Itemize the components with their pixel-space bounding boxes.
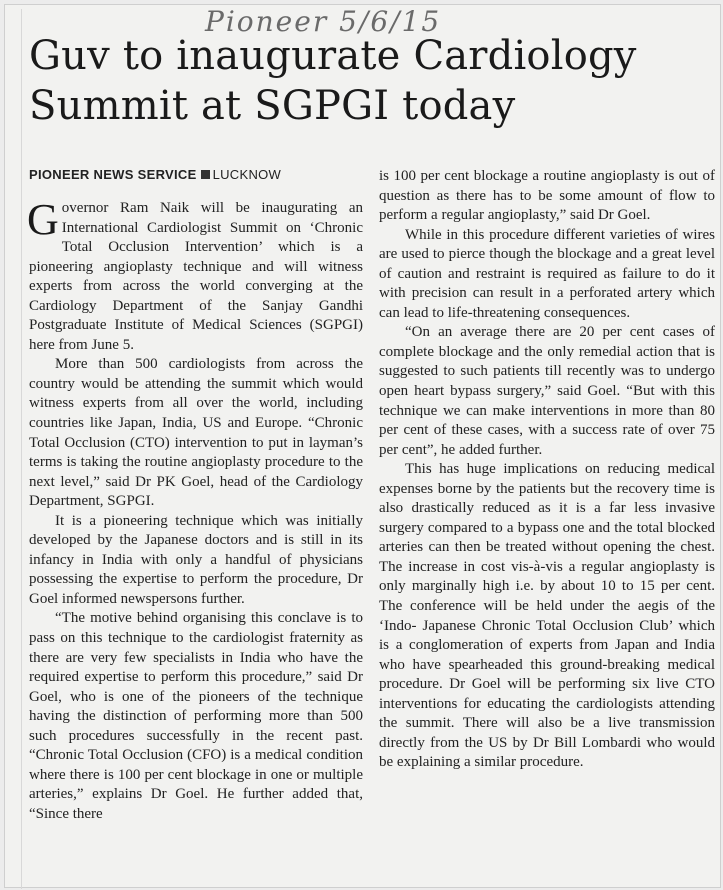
byline-location: LUCKNOW bbox=[212, 167, 282, 182]
headline bbox=[29, 31, 719, 131]
byline bbox=[29, 167, 281, 182]
headline-line-1: Guv to inaugurate Cardiology bbox=[29, 33, 637, 79]
paragraph-2: More than 500 cardiologists from across the country would be attending the summit which would witness experts from all over the world, including countries like Japan, India, US and Europe. “Chronic Total Occlusion (CTO) intervention to put in layman’s terms is taking the routine angioplasty procedure to the next level,” said Dr PK Goel, head of the Cardiology Department, SGPGI. bbox=[29, 356, 363, 510]
paragraph-3: It is a pioneering technique which was initially developed by the Japanese doctors and is still in its infancy in India with only a handful of physicians possessing the expertise to perform the procedure, Dr Goel informed newspersons further. bbox=[29, 512, 363, 607]
paragraph-5: While in this procedure different varieties of wires are used to pierce though the blockage and a great level of caution and restraint is required as failure to do it with precision can result in a perforated artery which can lead to life-threatening consequences. bbox=[379, 226, 715, 321]
paragraph-1 bbox=[27, 195, 363, 355]
paragraph-4: “The motive behind organising this conclave is to pass on this technique to the cardiologist fraternity as there are very few specialists in India who have the required expertise to perform this procedure,” said Dr Goel, who is one of the pioneers of the technique having the distinction of performing more than 500 such procedures successfully in the recent past. “Chronic Total Occlusion (CFO) is a medical condition where there is 100 per cent blockage in one or multiple arteries,” explains Dr Goel. He further added that, “Since there bbox=[29, 610, 363, 822]
newspaper-clipping bbox=[4, 4, 721, 888]
handwritten-date-note: Pioneer 5/6/15 bbox=[205, 5, 442, 38]
byline-source: PIONEER NEWS SERVICE bbox=[29, 167, 197, 182]
column-edge-shadow bbox=[21, 9, 22, 889]
article-column-right bbox=[379, 167, 715, 773]
headline-line-2: Summit at SGPGI today bbox=[29, 83, 516, 129]
byline-separator-square-icon bbox=[201, 170, 210, 179]
paragraph-6: “On an average there are 20 per cent cases of complete blockage and the only remedial action that is suggested to such patients till recently was to undergo open heart bypass surgery,” said Goel. “But with this technique we can make interventions in more than 80 per cent of these cases, with a success rate of over 75 per cent”, he added further. bbox=[379, 324, 715, 458]
article-column-left bbox=[27, 195, 363, 825]
paragraph-4-continued: is 100 per cent blockage a routine angioplasty is out of question as there has to be some amount of flow to perform a regular angioplasty,” said Dr Goel. bbox=[379, 168, 715, 224]
paragraph-1-text: overnor Ram Naik will be inaugurating an International Cardiologist Summit on ‘Chronic Total Occlusion Intervention’ which is a pioneering angioplasty technique and will witness experts from across the world converging at the Cardiology Department of the Sanjay Gandhi Postgraduate Institute of Medical Sciences (SGPGI) here from June 5. bbox=[29, 200, 363, 353]
paragraph-7: This has huge implications on reducing medical expenses borne by the patients but the recovery time is also drastically reduced as it is a far less invasive surgery compared to a bypass one and the total blocked arteries can then be treated without opening the chest. The increase in cost vis-à-vis a regular angioplasty is only marginally high i.e. by about 10 to 15 per cent. The conference will be held under the aegis of the ‘Indo- Japanese Chronic Total Occlusion Club’ which is a conglomeration of experts from Japan and India who have spearheaded this ground-breaking medical procedure. Dr Goel will be performing six live CTO interventions for educating the cardiologists attending the summit. There will also be a live transmission directly from the US by Dr Bill Lombardi who would be explaining a similar procedure. bbox=[379, 461, 715, 771]
drop-cap: G bbox=[27, 195, 59, 244]
